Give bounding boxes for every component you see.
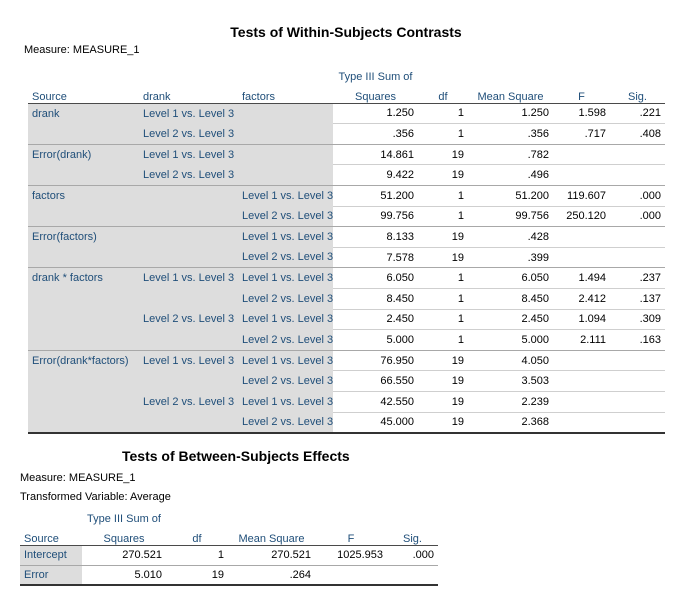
df-cell: 19 bbox=[418, 247, 468, 268]
header-ss-top: Type III Sum of bbox=[87, 513, 161, 525]
ms-cell: .496 bbox=[468, 165, 553, 186]
f-cell bbox=[553, 350, 610, 371]
ss-cell: 1.250 bbox=[333, 103, 418, 124]
df-cell: 1 bbox=[418, 330, 468, 351]
factors-cell: Level 2 vs. Level 3 bbox=[238, 289, 333, 310]
factors-cell: Level 2 vs. Level 3 bbox=[238, 330, 333, 351]
ss-cell: 6.050 bbox=[333, 268, 418, 289]
source-cell: factors bbox=[28, 186, 139, 207]
factors-cell: Level 2 vs. Level 3 bbox=[238, 371, 333, 392]
df-cell: 19 bbox=[418, 144, 468, 165]
sig-cell: .000 bbox=[610, 186, 665, 207]
ss-cell: 76.950 bbox=[333, 350, 418, 371]
source-cell bbox=[28, 124, 139, 145]
sig-cell: .163 bbox=[610, 330, 665, 351]
f-cell bbox=[553, 144, 610, 165]
table-row bbox=[28, 206, 665, 227]
sig-cell: .408 bbox=[610, 124, 665, 145]
df-cell: 19 bbox=[418, 392, 468, 413]
table-row bbox=[28, 227, 665, 248]
drank-cell: Level 2 vs. Level 3 bbox=[139, 124, 238, 145]
ms-cell: 2.239 bbox=[468, 392, 553, 413]
df-cell: 1 bbox=[418, 309, 468, 330]
header-df: df bbox=[166, 525, 228, 545]
df-cell: 19 bbox=[418, 371, 468, 392]
df-cell: 1 bbox=[418, 124, 468, 145]
source-cell bbox=[28, 330, 139, 351]
ms-cell: 3.503 bbox=[468, 371, 553, 392]
header-source: Source bbox=[28, 83, 139, 104]
drank-cell bbox=[139, 289, 238, 310]
factors-cell: Level 1 vs. Level 3 bbox=[238, 227, 333, 248]
source-cell: Error(factors) bbox=[28, 227, 139, 248]
drank-cell: Level 1 vs. Level 3 bbox=[139, 268, 238, 289]
table-row bbox=[28, 412, 665, 433]
drank-cell: Level 2 vs. Level 3 bbox=[139, 165, 238, 186]
factors-cell: Level 2 vs. Level 3 bbox=[238, 412, 333, 433]
ss-cell: 99.756 bbox=[333, 206, 418, 227]
df-cell: 1 bbox=[418, 186, 468, 207]
drank-cell bbox=[139, 330, 238, 351]
source-cell: drank bbox=[28, 103, 139, 124]
f-cell bbox=[553, 165, 610, 186]
sig-cell bbox=[387, 565, 438, 585]
ms-cell: 4.050 bbox=[468, 350, 553, 371]
f-cell bbox=[553, 247, 610, 268]
drank-cell bbox=[139, 186, 238, 207]
sig-cell bbox=[610, 392, 665, 413]
sig-cell bbox=[610, 165, 665, 186]
table-row bbox=[28, 392, 665, 413]
ss-cell: 14.861 bbox=[333, 144, 418, 165]
table-row bbox=[28, 268, 665, 289]
table-row bbox=[28, 309, 665, 330]
ss-cell: 2.450 bbox=[333, 309, 418, 330]
df-cell: 1 bbox=[418, 289, 468, 310]
ss-cell: 270.521 bbox=[82, 545, 166, 565]
factors-cell bbox=[238, 124, 333, 145]
ms-cell: .782 bbox=[468, 144, 553, 165]
ss-cell: 51.200 bbox=[333, 186, 418, 207]
ms-cell: 1.250 bbox=[468, 103, 553, 124]
ss-cell: .356 bbox=[333, 124, 418, 145]
df-cell: 19 bbox=[418, 412, 468, 433]
ss-cell: 5.010 bbox=[82, 565, 166, 585]
header-df: df bbox=[418, 83, 468, 104]
header-row-top bbox=[28, 62, 665, 83]
drank-cell: Level 2 vs. Level 3 bbox=[139, 392, 238, 413]
factors-cell bbox=[238, 103, 333, 124]
source-cell bbox=[28, 247, 139, 268]
header-row bbox=[28, 83, 665, 104]
factors-cell bbox=[238, 165, 333, 186]
ss-cell: 45.000 bbox=[333, 412, 418, 433]
df-cell: 19 bbox=[418, 227, 468, 248]
sig-cell: .000 bbox=[387, 545, 438, 565]
ms-cell: 5.000 bbox=[468, 330, 553, 351]
f-cell bbox=[553, 412, 610, 433]
source-cell bbox=[28, 165, 139, 186]
factors-cell: Level 2 vs. Level 3 bbox=[238, 206, 333, 227]
ms-cell: .356 bbox=[468, 124, 553, 145]
within-subjects-table bbox=[28, 62, 665, 434]
ms-cell: 99.756 bbox=[468, 206, 553, 227]
ms-cell: 270.521 bbox=[228, 545, 315, 565]
source-cell: Intercept bbox=[20, 545, 82, 565]
within-subjects-title: Tests of Within-Subjects Contrasts bbox=[230, 24, 462, 40]
df-cell: 19 bbox=[418, 165, 468, 186]
drank-cell: Level 1 vs. Level 3 bbox=[139, 144, 238, 165]
ms-cell: 8.450 bbox=[468, 289, 553, 310]
table-row bbox=[28, 103, 665, 124]
source-cell: drank * factors bbox=[28, 268, 139, 289]
f-cell: 1.494 bbox=[553, 268, 610, 289]
f-cell: 1.094 bbox=[553, 309, 610, 330]
drank-cell: Level 1 vs. Level 3 bbox=[139, 350, 238, 371]
table-row bbox=[28, 186, 665, 207]
header-factors: factors bbox=[238, 83, 333, 104]
f-cell bbox=[553, 371, 610, 392]
sig-cell bbox=[610, 227, 665, 248]
header-ss-bottom: Squares bbox=[82, 525, 166, 545]
source-cell bbox=[28, 371, 139, 392]
ms-cell: 6.050 bbox=[468, 268, 553, 289]
header-mean-square: Mean Square bbox=[228, 525, 315, 545]
header-row-top bbox=[20, 505, 438, 525]
df-cell: 1 bbox=[166, 545, 228, 565]
drank-cell: Level 2 vs. Level 3 bbox=[139, 309, 238, 330]
f-cell bbox=[315, 565, 387, 585]
header-sig: Sig. bbox=[387, 525, 438, 545]
ss-cell: 66.550 bbox=[333, 371, 418, 392]
drank-cell bbox=[139, 247, 238, 268]
table-row bbox=[28, 124, 665, 145]
df-cell: 1 bbox=[418, 268, 468, 289]
source-cell bbox=[28, 206, 139, 227]
ss-cell: 8.450 bbox=[333, 289, 418, 310]
between-subjects-table bbox=[20, 505, 438, 586]
f-cell: 1025.953 bbox=[315, 545, 387, 565]
ss-cell: 9.422 bbox=[333, 165, 418, 186]
factors-cell: Level 1 vs. Level 3 bbox=[238, 350, 333, 371]
sig-cell: .237 bbox=[610, 268, 665, 289]
header-sig: Sig. bbox=[610, 83, 665, 104]
source-cell: Error(drank*factors) bbox=[28, 350, 139, 371]
header-row bbox=[20, 525, 438, 545]
source-cell: Error(drank) bbox=[28, 144, 139, 165]
df-cell: 19 bbox=[166, 565, 228, 585]
ms-cell: 51.200 bbox=[468, 186, 553, 207]
header-ss-bottom: Squares bbox=[333, 83, 418, 104]
sig-cell bbox=[610, 247, 665, 268]
factors-cell bbox=[238, 144, 333, 165]
sig-cell: .000 bbox=[610, 206, 665, 227]
drank-cell bbox=[139, 412, 238, 433]
f-cell: 2.412 bbox=[553, 289, 610, 310]
header-drank: drank bbox=[139, 83, 238, 104]
ms-cell: .428 bbox=[468, 227, 553, 248]
f-cell: .717 bbox=[553, 124, 610, 145]
between-measure-label: Measure: MEASURE_1 bbox=[20, 472, 136, 484]
sig-cell bbox=[610, 350, 665, 371]
ss-cell: 8.133 bbox=[333, 227, 418, 248]
f-cell bbox=[553, 392, 610, 413]
header-f: F bbox=[315, 525, 387, 545]
factors-cell: Level 2 vs. Level 3 bbox=[238, 247, 333, 268]
factors-cell: Level 1 vs. Level 3 bbox=[238, 268, 333, 289]
ss-cell: 7.578 bbox=[333, 247, 418, 268]
table-row bbox=[28, 350, 665, 371]
table-row bbox=[28, 247, 665, 268]
table-row bbox=[28, 289, 665, 310]
table-row bbox=[20, 565, 438, 585]
header-f: F bbox=[553, 83, 610, 104]
sig-cell bbox=[610, 371, 665, 392]
ms-cell: 2.450 bbox=[468, 309, 553, 330]
ms-cell: .399 bbox=[468, 247, 553, 268]
header-source: Source bbox=[20, 525, 82, 545]
drank-cell bbox=[139, 227, 238, 248]
sig-cell bbox=[610, 412, 665, 433]
drank-cell bbox=[139, 371, 238, 392]
drank-cell: Level 1 vs. Level 3 bbox=[139, 103, 238, 124]
drank-cell bbox=[139, 206, 238, 227]
table-row bbox=[28, 330, 665, 351]
source-cell bbox=[28, 289, 139, 310]
f-cell: 250.120 bbox=[553, 206, 610, 227]
source-cell bbox=[28, 392, 139, 413]
header-ss-top: Type III Sum of bbox=[338, 70, 413, 83]
f-cell bbox=[553, 227, 610, 248]
factors-cell: Level 1 vs. Level 3 bbox=[238, 309, 333, 330]
table-row bbox=[28, 165, 665, 186]
within-measure-label: Measure: MEASURE_1 bbox=[24, 44, 140, 56]
source-cell bbox=[28, 309, 139, 330]
sig-cell: .221 bbox=[610, 103, 665, 124]
between-subjects-title: Tests of Between-Subjects Effects bbox=[122, 448, 350, 464]
sig-cell: .137 bbox=[610, 289, 665, 310]
header-mean-square: Mean Square bbox=[468, 83, 553, 104]
df-cell: 1 bbox=[418, 206, 468, 227]
ss-cell: 42.550 bbox=[333, 392, 418, 413]
factors-cell: Level 1 vs. Level 3 bbox=[238, 392, 333, 413]
source-cell: Error bbox=[20, 565, 82, 585]
f-cell: 119.607 bbox=[553, 186, 610, 207]
ms-cell: 2.368 bbox=[468, 412, 553, 433]
f-cell: 2.111 bbox=[553, 330, 610, 351]
table-row bbox=[28, 144, 665, 165]
source-cell bbox=[28, 412, 139, 433]
table-row bbox=[20, 545, 438, 565]
ms-cell: .264 bbox=[228, 565, 315, 585]
factors-cell: Level 1 vs. Level 3 bbox=[238, 186, 333, 207]
df-cell: 1 bbox=[418, 103, 468, 124]
sig-cell: .309 bbox=[610, 309, 665, 330]
df-cell: 19 bbox=[418, 350, 468, 371]
ss-cell: 5.000 bbox=[333, 330, 418, 351]
table-row bbox=[28, 371, 665, 392]
f-cell: 1.598 bbox=[553, 103, 610, 124]
sig-cell bbox=[610, 144, 665, 165]
transformed-variable-label: Transformed Variable: Average bbox=[20, 491, 171, 503]
